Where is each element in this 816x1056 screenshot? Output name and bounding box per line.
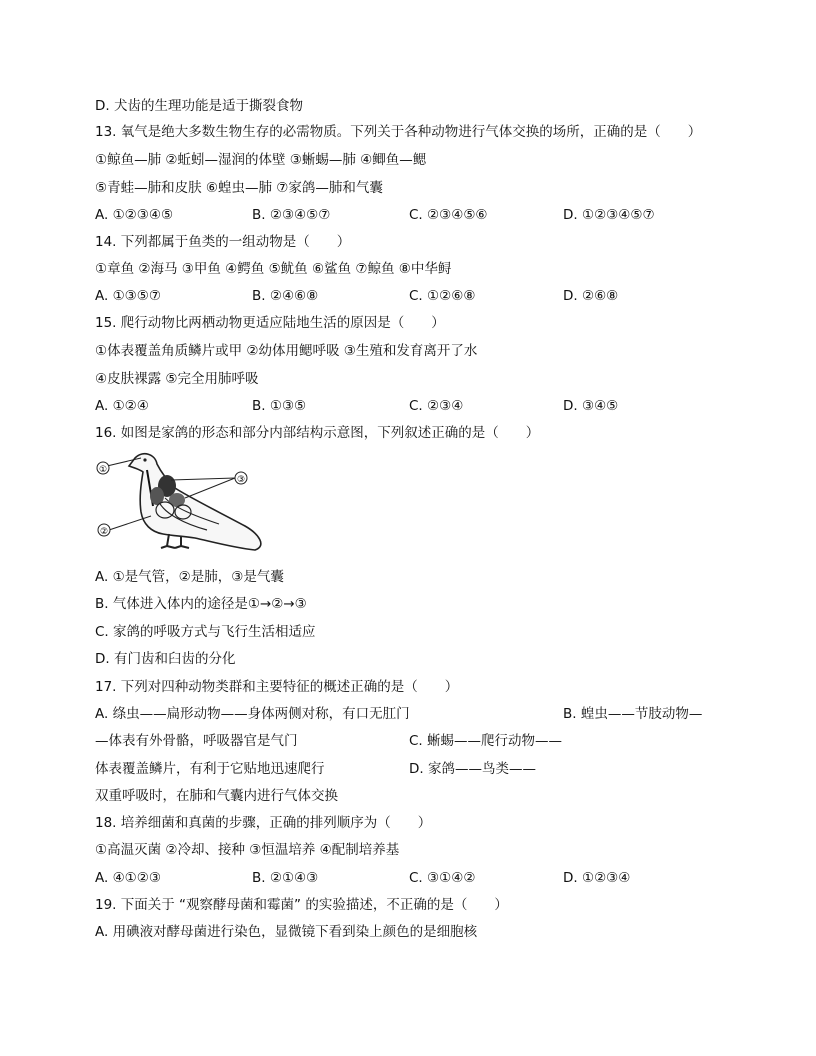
question-16: 16. 如图是家鸽的形态和部分内部结构示意图，下列叙述正确的是（ ） <box>95 425 540 441</box>
option-d-text: D. 犬齿的生理功能是适于撕裂食物 <box>95 98 303 114</box>
q15-option-a: A. ①②④ <box>95 398 149 414</box>
q17-option-b: B. 蝗虫——节肢动物— <box>563 706 703 722</box>
question-15-items-2: ④皮肤裸露 ⑤完全用肺呼吸 <box>95 371 259 387</box>
q18-option-c: C. ③①④② <box>409 870 476 886</box>
question-18-items: ①高温灭菌 ②冷却、接种 ③恒温培养 ④配制培养基 <box>95 842 400 858</box>
q14-option-a: A. ①③⑤⑦ <box>95 288 161 304</box>
figure-label-2: ② <box>99 527 109 537</box>
q14-option-c: C. ①②⑥⑧ <box>409 288 476 304</box>
q18-option-a: A. ④①②③ <box>95 870 161 886</box>
q14-option-b: B. ②④⑥⑧ <box>252 288 319 304</box>
q16-option-a: A. ①是气管，②是肺，③是气囊 <box>95 569 284 585</box>
question-19: 19. 下面关于 “观察酵母菌和霉菌” 的实验描述，不正确的是（ ） <box>95 897 508 913</box>
question-13-items-1: ①鲸鱼—肺 ②蚯蚓—湿润的体壁 ③蜥蜴—肺 ④鲫鱼—鳃 <box>95 152 427 168</box>
q13-option-d: D. ①②③④⑤⑦ <box>563 207 655 223</box>
q14-option-d: D. ②⑥⑧ <box>563 288 619 304</box>
q16-option-d: D. 有门齿和臼齿的分化 <box>95 651 236 667</box>
q17-option-d-cont: 双重呼吸时，在肺和气囊内进行气体交换 <box>95 788 338 804</box>
q13-option-b: B. ②③④⑤⑦ <box>252 207 331 223</box>
q15-option-d: D. ③④⑤ <box>563 398 619 414</box>
q19-option-a: A. 用碘液对酵母菌进行染色，显微镜下看到染上颜色的是细胞核 <box>95 924 478 940</box>
question-14-items: ①章鱼 ②海马 ③甲鱼 ④鳄鱼 ⑤鱿鱼 ⑥鲨鱼 ⑦鲸鱼 ⑧中华鲟 <box>95 261 452 277</box>
q15-option-c: C. ②③④ <box>409 398 464 414</box>
question-14: 14. 下列都属于鱼类的一组动物是（ ） <box>95 234 351 250</box>
q13-option-a: A. ①②③④⑤ <box>95 207 174 223</box>
q18-option-d: D. ①②③④ <box>563 870 631 886</box>
q16-option-b: B. 气体进入体内的途径是①→②→③ <box>95 596 307 612</box>
question-18: 18. 培养细菌和真菌的步骤，正确的排列顺序为（ ） <box>95 815 432 831</box>
q13-option-c: C. ②③④⑤⑥ <box>409 207 488 223</box>
figure-label-1: ① <box>98 465 108 475</box>
q17-option-b-cont: —体表有外骨骼，呼吸器官是气门 <box>95 733 298 749</box>
q17-option-a: A. 绦虫——扁形动物——身体两侧对称，有口无肛门 <box>95 706 410 722</box>
q18-option-b: B. ②①④③ <box>252 870 319 886</box>
question-13: 13. 氧气是绝大多数生物生存的必需物质。下列关于各种动物进行气体交换的场所，正确的是（ ） <box>95 124 702 140</box>
question-17: 17. 下列对四种动物类群和主要特征的概述正确的是（ ） <box>95 679 459 695</box>
q17-option-c-cont: 体表覆盖鳞片，有利于它贴地迅速爬行 <box>95 761 325 777</box>
q17-option-c: C. 蜥蜴——爬行动物—— <box>409 733 563 749</box>
q15-option-b: B. ①③⑤ <box>252 398 307 414</box>
question-13-items-2: ⑤青蛙—肺和皮肤 ⑥蝗虫—肺 ⑦家鸽—肺和气囊 <box>95 180 383 196</box>
q16-option-c: C. 家鸽的呼吸方式与飞行生活相适应 <box>95 624 316 640</box>
pigeon-diagram-icon <box>95 450 265 558</box>
figure-label-3: ③ <box>236 475 246 485</box>
question-15-items-1: ①体表覆盖角质鳞片或甲 ②幼体用鳃呼吸 ③生殖和发育离开了水 <box>95 343 478 359</box>
question-15: 15. 爬行动物比两栖动物更适应陆地生活的原因是（ ） <box>95 315 445 331</box>
q17-option-d: D. 家鸽——鸟类—— <box>409 761 536 777</box>
